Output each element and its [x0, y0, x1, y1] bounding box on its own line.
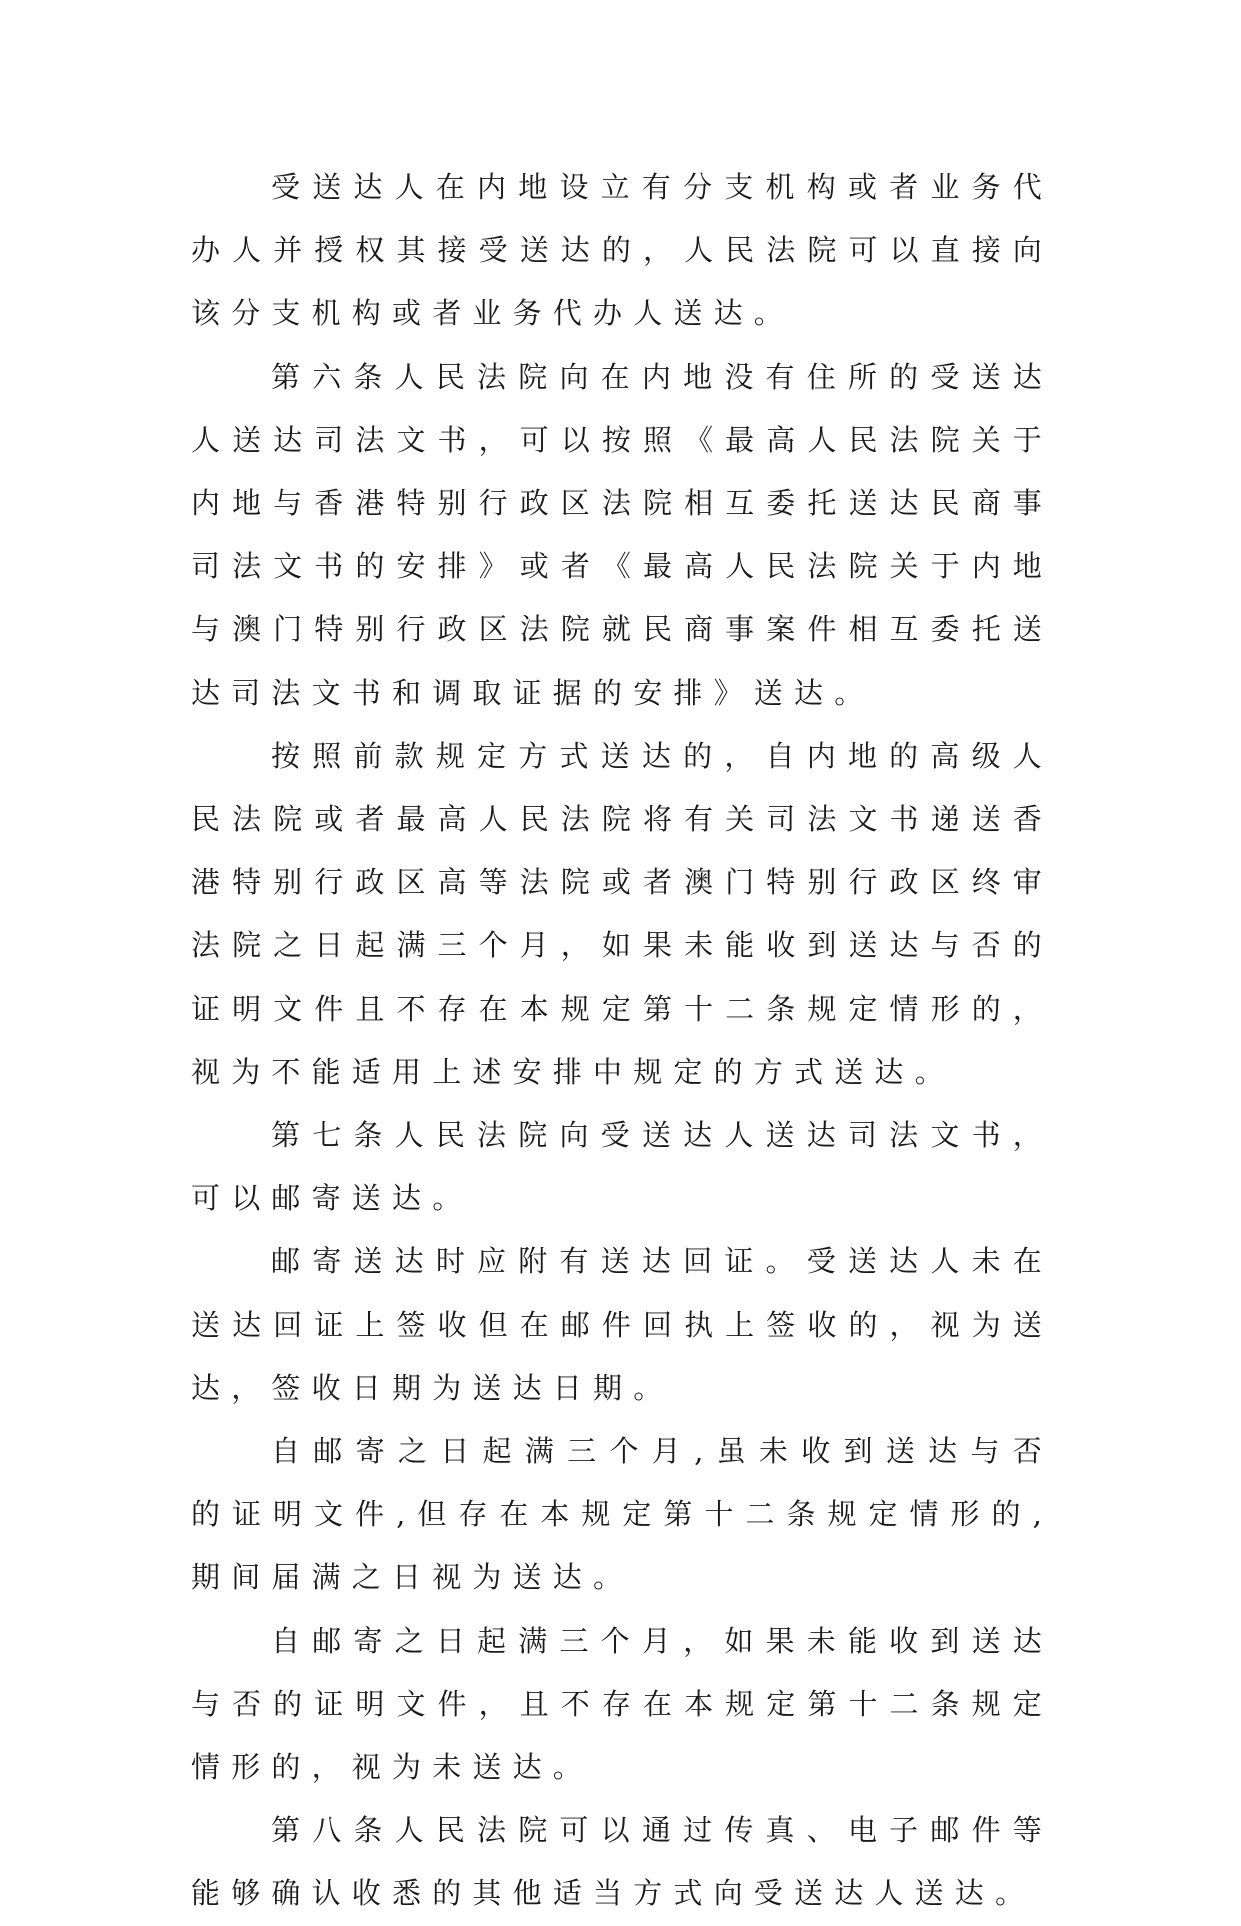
- paragraph-article-8: 第八条人民法院可以通过传真、电子邮件等能够确认收悉的其他适当方式向受送达人送达。: [191, 1813, 1053, 1911]
- paragraph-mail-deemed-served: 自邮寄之日起满三个月,虽未收到送达与否的证明文件,但存在本规定第十二条规定情形的,期间届满之日视为送达。: [191, 1434, 1053, 1595]
- paragraph-article-6-clause-2: 按照前款规定方式送达的，自内地的高级人民法院或者最高人民法院将有关司法文书递送香港特别行政区高等法院或者澳门特别行政区终审法院之日起满三个月，如果未能收到送达与否的证明文件且不存在本规定第十二条规定情形的，视为不能适用上述安排中规定的方式送达。: [191, 738, 1053, 1089]
- paragraph-mail-receipt: 邮寄送达时应附有送达回证。受送达人未在送达回证上签收但在邮件回执上签收的，视为送达，签收日期为送达日期。: [191, 1244, 1053, 1405]
- paragraph-article-7: 第七条人民法院向受送达人送达司法文书，可以邮寄送达。: [191, 1118, 1053, 1216]
- document-body: [191, 156, 1053, 1926]
- paragraph-mail-not-served: 自邮寄之日起满三个月，如果未能收到送达与否的证明文件，且不存在本规定第十二条规定情形的，视为未送达。: [191, 1623, 1053, 1785]
- paragraph-article-6: 第六条人民法院向在内地没有住所的受送达人送达司法文书，可以按照《最高人民法院关于内地与香港特别行政区法院相互委托送达民商事司法文书的安排》或者《最高人民法院关于内地与澳门特别行政区法院就民商事案件相互委托送达司法文书和调取证据的安排》送达。: [191, 359, 1053, 710]
- paragraph-branch-agent-service: 受送达人在内地设立有分支机构或者业务代办人并授权其接受送达的，人民法院可以直接向该分支机构或者业务代办人送达。: [191, 170, 1053, 331]
